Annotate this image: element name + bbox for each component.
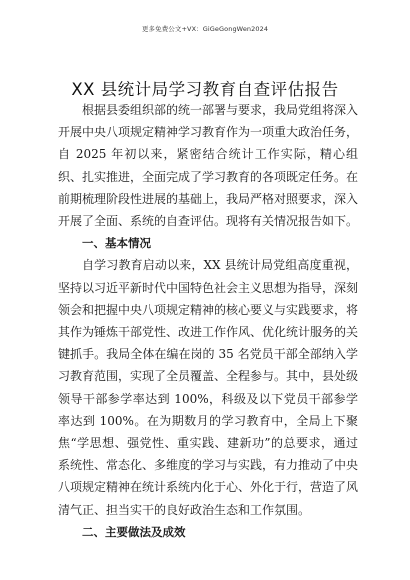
watermark-text: 更多免费公文+VX：GiGeGongWen2024 bbox=[141, 25, 269, 33]
section-heading-practices: 二、主要做法及成效 bbox=[82, 524, 186, 539]
intro-paragraph: 根据县委组织部的统一部署与要求，我局党组将深入开展中央八项规定精神学习教育作为一项重大政治任务，自 2025 年初以来，紧密结合统计工作实际，精心组织、扎实推进，全面完成了学习教育的各项既定任务。在前期梳理阶段性进展的基础上，我局严格对照要求，深入开展了全面、系统的自查评估。现将有关情况报告如下。 bbox=[58, 103, 359, 229]
page-title: XX 县统计局学习教育自查评估报告 bbox=[71, 80, 339, 99]
section-heading-basic: 一、基本情况 bbox=[82, 236, 151, 251]
basic-situation-paragraph: 自学习教育启动以来，XX 县统计局党组高度重视，坚持以习近平新时代中国特色社会主义思想为指导，深刻领会和把握中央八项规定精神的核心要义与实践要求，将其作为锤炼干部党性、改进工作作风、优化统计服务的关键抓手。我局全体在编在岗的 35 名党员干部全部纳入学习教育范围，实现了全员覆盖、全程参与。其中，县处级领导干部参学率达到 100%，科级及以下党员干部参学率达到 100%。在为期数月的学习教育中，全局上下聚焦“学思想、强党性、重实践、建新功”的总要求，通过系统性、常态化、多维度的学习与实践，有力推动了中央八项规定精神在统计系统内化于心、外化于行，营造了风清气正、担当实干的良好政治生态和工作氛围。 bbox=[58, 258, 359, 517]
document-body bbox=[58, 99, 358, 543]
